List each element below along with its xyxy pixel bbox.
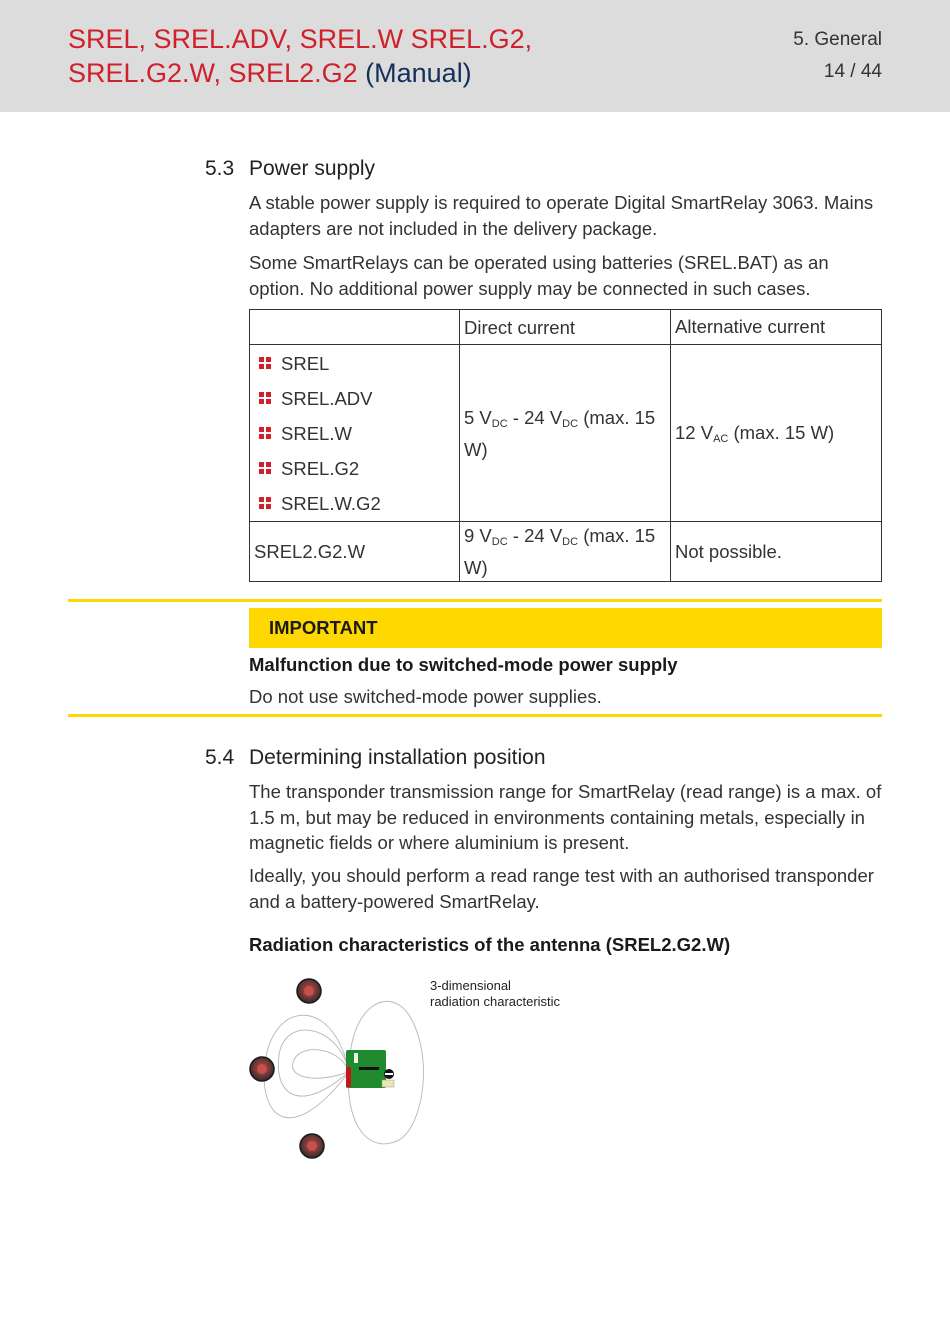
important-bottom-rule (68, 714, 882, 717)
table-header-row (250, 310, 882, 345)
bullet-icon (259, 497, 271, 509)
table-row (250, 345, 882, 522)
transponder-icon (297, 979, 321, 1003)
table-row (250, 522, 882, 582)
bullet-icon (259, 427, 271, 439)
table-header-cell (250, 310, 460, 345)
document-title (68, 22, 628, 90)
section-title: Power supply (249, 157, 376, 180)
radiation-characteristic-figure (249, 975, 429, 1165)
chapter-label: 5. General (793, 29, 882, 50)
paragraph: Some SmartRelays can be operated using batteries (SREL.BAT) as an option. No additional power supply may be connected in such cases. (249, 252, 829, 299)
list-item: SREL.ADV (254, 381, 455, 416)
table-header-cell: Direct current (460, 310, 671, 345)
title-suffix: (Manual) (365, 58, 472, 88)
table-cell-dc: 9 $V_{DC} - 24$ $V_{DC}$ (max. 15 W) (460, 522, 671, 582)
important-label: IMPORTANT (269, 617, 378, 638)
model-list (254, 346, 455, 521)
list-item: SREL (254, 346, 455, 381)
bullet-icon (259, 392, 271, 404)
paragraph: The transponder transmission range for SmartRelay (read range) is a max. of 1.5 m, but may be reduced in environments containing metals, especially in magnetic fields or where aluminium is present. (249, 781, 882, 853)
figure-heading: Radiation characteristics of the antenna (SREL2.G2.W) (249, 934, 731, 955)
table-header-cell: Alternative current (671, 310, 882, 345)
title-line-2: SREL.G2.W, SREL2.G2 (68, 58, 358, 88)
page-header (0, 0, 950, 112)
important-top-rule (68, 599, 882, 602)
bullet-icon (259, 462, 271, 474)
paragraph: A stable power supply is required to operate Digital SmartRelay 3063. Mains adapters are not included in the delivery package. (249, 192, 874, 239)
list-item: SREL.W (254, 416, 455, 451)
transponder-icon (300, 1134, 324, 1158)
table-cell-model: SREL2.G2.W (250, 522, 460, 582)
section-number: 5.4 (205, 746, 235, 769)
figure-caption: 3-dimensional radiation characteristic (430, 978, 561, 1009)
section-number: 5.3 (205, 157, 235, 180)
bullet-icon (259, 357, 271, 369)
list-item: SREL.G2 (254, 451, 455, 486)
transponder-icon (250, 1057, 274, 1081)
important-text: Do not use switched-mode power supplies. (249, 686, 602, 707)
important-heading: Malfunction due to switched-mode power supply (249, 654, 678, 675)
table-cell-ac: 12 $V_{AC}$ (max. 15 W) (671, 345, 882, 522)
table-cell-models (250, 345, 460, 522)
important-banner (249, 608, 882, 648)
power-supply-table (249, 309, 882, 582)
title-line-1: SREL, SREL.ADV, SREL.W SREL.G2, (68, 24, 533, 54)
table-cell-ac: Not possible. (671, 522, 882, 582)
page-number: 14 / 44 (823, 61, 882, 82)
table-cell-dc: 5 $V_{DC} - 24$ $V_{DC}$ (max. 15 W) (460, 345, 671, 522)
list-item: SREL.W.G2 (254, 486, 455, 521)
paragraph: Ideally, you should perform a read range test with an authorised transponder and a battery-powered SmartRelay. (249, 865, 874, 912)
section-title: Determining installation position (249, 746, 546, 769)
